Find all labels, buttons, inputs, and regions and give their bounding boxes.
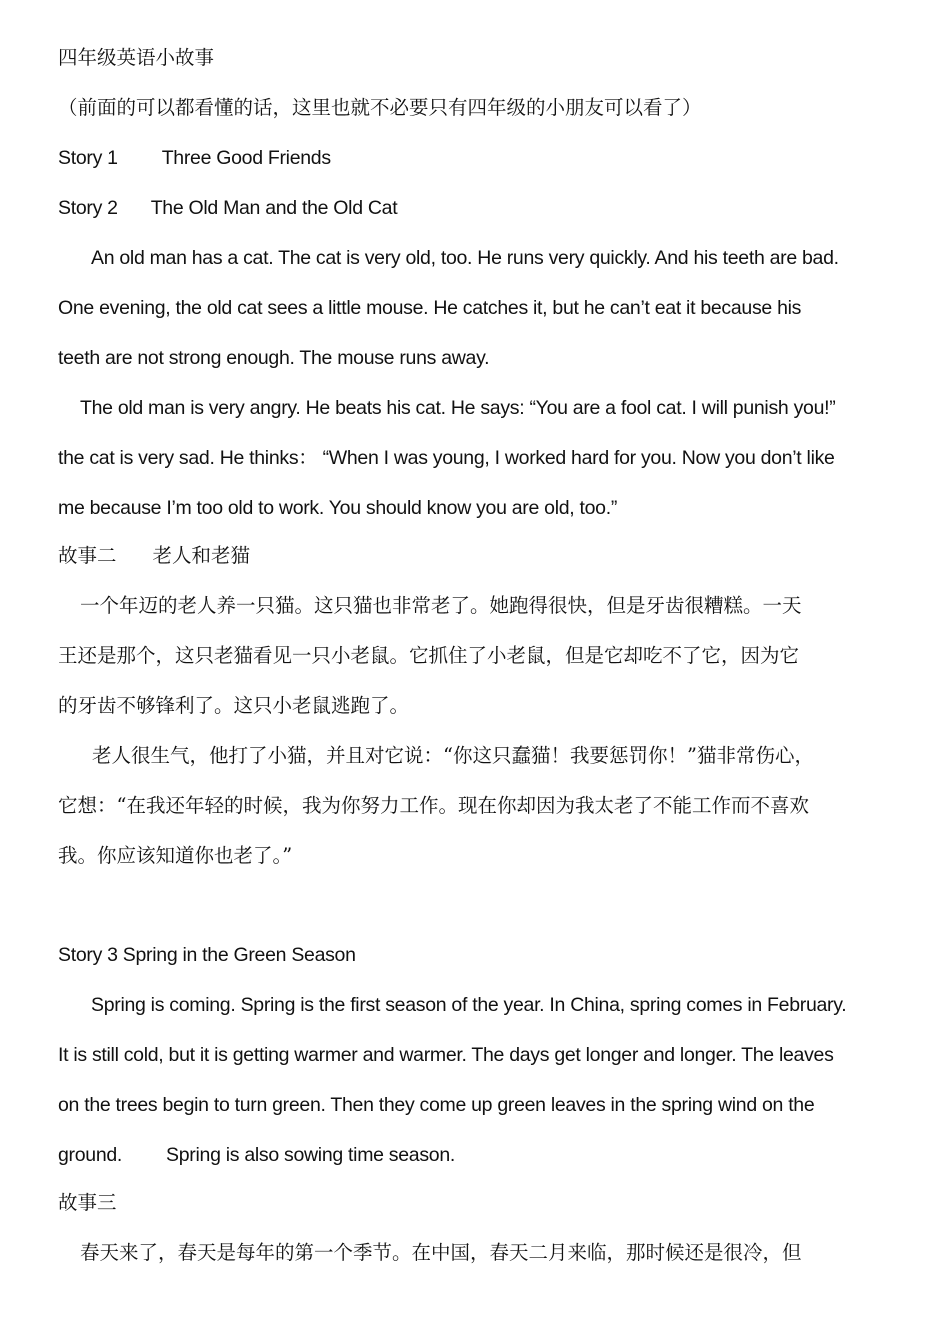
story3-line1: Spring is coming. Spring is the first season of the year. In China, spring comes in February. <box>91 994 847 1016</box>
story2-p2-line2: the cat is very sad. He thinks： “When I was young, I worked hard for you. Now you don’t like <box>58 447 835 469</box>
story3-line4-start: ground. <box>58 1144 123 1166</box>
story3-line2: It is still cold, but it is getting warmer and warmer. The days get longer and longer. The leaves <box>58 1044 834 1066</box>
story3-line3: on the trees begin to turn green. Then they come up green leaves in the spring wind on the <box>58 1094 815 1116</box>
story3-line4 <box>58 1142 455 1168</box>
story2-p2-line1: The old man is very angry. He beats his cat. He says: “You are a fool cat. I will punish you!” <box>80 397 836 419</box>
gushi2-p1-line2: 王还是那个，这只老猫看见一只小老鼠。它抓住了小老鼠，但是它却吃不了它，因为它 <box>58 644 800 667</box>
gushi3-line1: 春天来了，春天是每年的第一个季节。在中国，春天二月来临，那时候还是很冷，但 <box>80 1241 802 1264</box>
story3-line4-end: Spring is also sowing time season. <box>166 1144 455 1166</box>
story1-title: Three Good Friends <box>161 147 331 169</box>
doc-title: 四年级英语小故事 <box>58 46 215 69</box>
gushi2-p2-line1: 老人很生气，他打了小猫，并且对它说：“你这只蠢猫！我要惩罚你！”猫非常伤心， <box>92 744 814 767</box>
story1-number: Story 1 <box>58 147 118 169</box>
gushi2-p2-line2: 它想：“在我还年轻的时候，我为你努力工作。现在你却因为我太老了不能工作而不喜欢 <box>58 794 809 817</box>
story2-number: Story 2 <box>58 197 118 219</box>
story2-p2-line3: me because I’m too old to work. You should know you are old, too.” <box>58 497 618 519</box>
story2-p1-line2: One evening, the old cat sees a little mouse. He catches it, but he can’t eat it because his <box>58 297 802 319</box>
story2-title: The Old Man and the Old Cat <box>150 197 398 219</box>
story2-p1-line3: teeth are not strong enough. The mouse runs away. <box>58 347 490 369</box>
story2-heading <box>58 195 397 221</box>
gushi2-p2-line3: 我。你应该知道你也老了。” <box>58 844 293 867</box>
gushi2-number: 故事二 <box>58 544 117 567</box>
gushi2-p1-line3: 的牙齿不够锋利了。这只小老鼠逃跑了。 <box>58 694 410 717</box>
gushi2-p1-line1: 一个年迈的老人养一只猫。这只猫也非常老了。她跑得很快，但是牙齿很糟糕。一天 <box>80 594 802 617</box>
doc-note: （前面的可以都看懂的话，这里也就不必要只有四年级的小朋友可以看了） <box>58 96 702 119</box>
story1-heading <box>58 145 331 171</box>
story3-heading: Story 3 Spring in the Green Season <box>58 944 356 966</box>
gushi2-title: 老人和老猫 <box>152 544 251 567</box>
gushi2-heading <box>58 543 250 569</box>
story2-p1-line1: An old man has a cat. The cat is very old, too. He runs very quickly. And his teeth are bad. <box>91 247 839 269</box>
gushi3-heading: 故事三 <box>58 1191 117 1214</box>
